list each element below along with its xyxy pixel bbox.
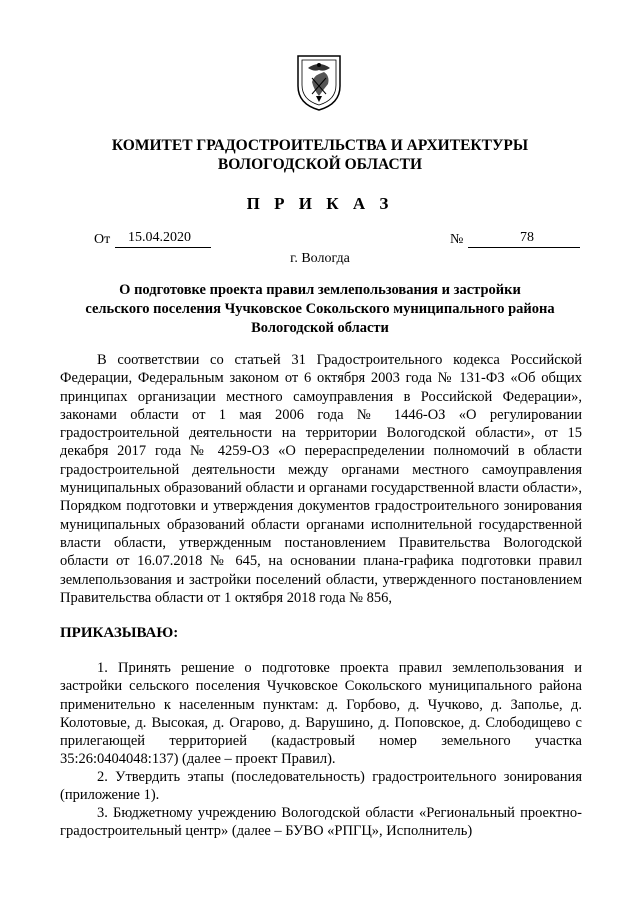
- preamble-paragraph: В соответствии со статьей 31 Градостроительного кодекса Российской Федерации, Федеральным законом от 6 октября 2003 года № 131-ФЗ «Об общих принципах организации местного самоуправления в Российской Федерации», законами области от 1 мая 2006 года № 1446-ОЗ «О регулировании градостроительной деятельности на территории Вологодской области», от 15 декабря 2017 года № 4259-ОЗ «О перераспределении полномочий в области градостроительной деятельности между органами местного самоуправления муниципальных образований области и органами государственной власти области», Порядком подготовки и утверждения документов градостроительного зонирования муниципальных образований области органами исполнительной государственной власти области, утвержденным постановлением Правительства Вологодской области от 16.07.2018 № 645, на основании плана-графика подготовки правил землепользования и застройки поселений области, утвержденного постановлением Правительства области от 1 октября 2018 года № 856,: [60, 352, 582, 606]
- item-1-paragraph: 1. Принять решение о подготовке проекта правил землепользования и застройки сельского поселения Чучковское Сокольского муниципального района применительно к населенным пунктам: д. Горбово, д. Чучково, д. Заполье, д. Колотовые, д. Высокая, д. Огарово, д. Варушино, д. Поповское, д. Слободищево с прилегающей территорией (кадастровый номер земельного участка 35:26:0404048:137) (далее – проект Правил).: [60, 660, 582, 768]
- org-name-line1: КОМИТЕТ ГРАДОСТРОИТЕЛЬСТВА И АРХИТЕКТУРЫ: [111, 137, 529, 154]
- order-date: 15.04.2020: [128, 230, 191, 245]
- city: г. Вологда: [290, 251, 350, 266]
- number-underline: [468, 247, 580, 248]
- decree-heading: ПРИКАЗЫВАЮ:: [60, 625, 179, 641]
- date-prefix: От: [94, 232, 111, 247]
- subject-line2: сельского поселения Чучковское Сокольского муниципального района: [85, 301, 555, 317]
- number-prefix: №: [450, 232, 464, 247]
- org-name-line2: ВОЛОГОДСКОЙ ОБЛАСТИ: [217, 156, 423, 173]
- date-underline: [115, 247, 211, 248]
- document-type-title: П Р И К А З: [246, 194, 394, 213]
- item-3-paragraph: 3. Бюджетному учреждению Вологодской области «Региональный проектно-градостроительный центр» (далее – БУВО «РПГЦ», Исполнитель): [60, 805, 582, 840]
- order-number: 78: [520, 230, 534, 245]
- coat-of-arms-icon: [294, 52, 344, 112]
- item-2-paragraph: 2. Утвердить этапы (последовательность) градостроительного зонирования (приложение 1).: [60, 769, 582, 804]
- subject-line3: Вологодской области: [251, 320, 389, 336]
- subject-line1: О подготовке проекта правил землепользования и застройки: [119, 282, 521, 298]
- order-subject: [60, 281, 580, 338]
